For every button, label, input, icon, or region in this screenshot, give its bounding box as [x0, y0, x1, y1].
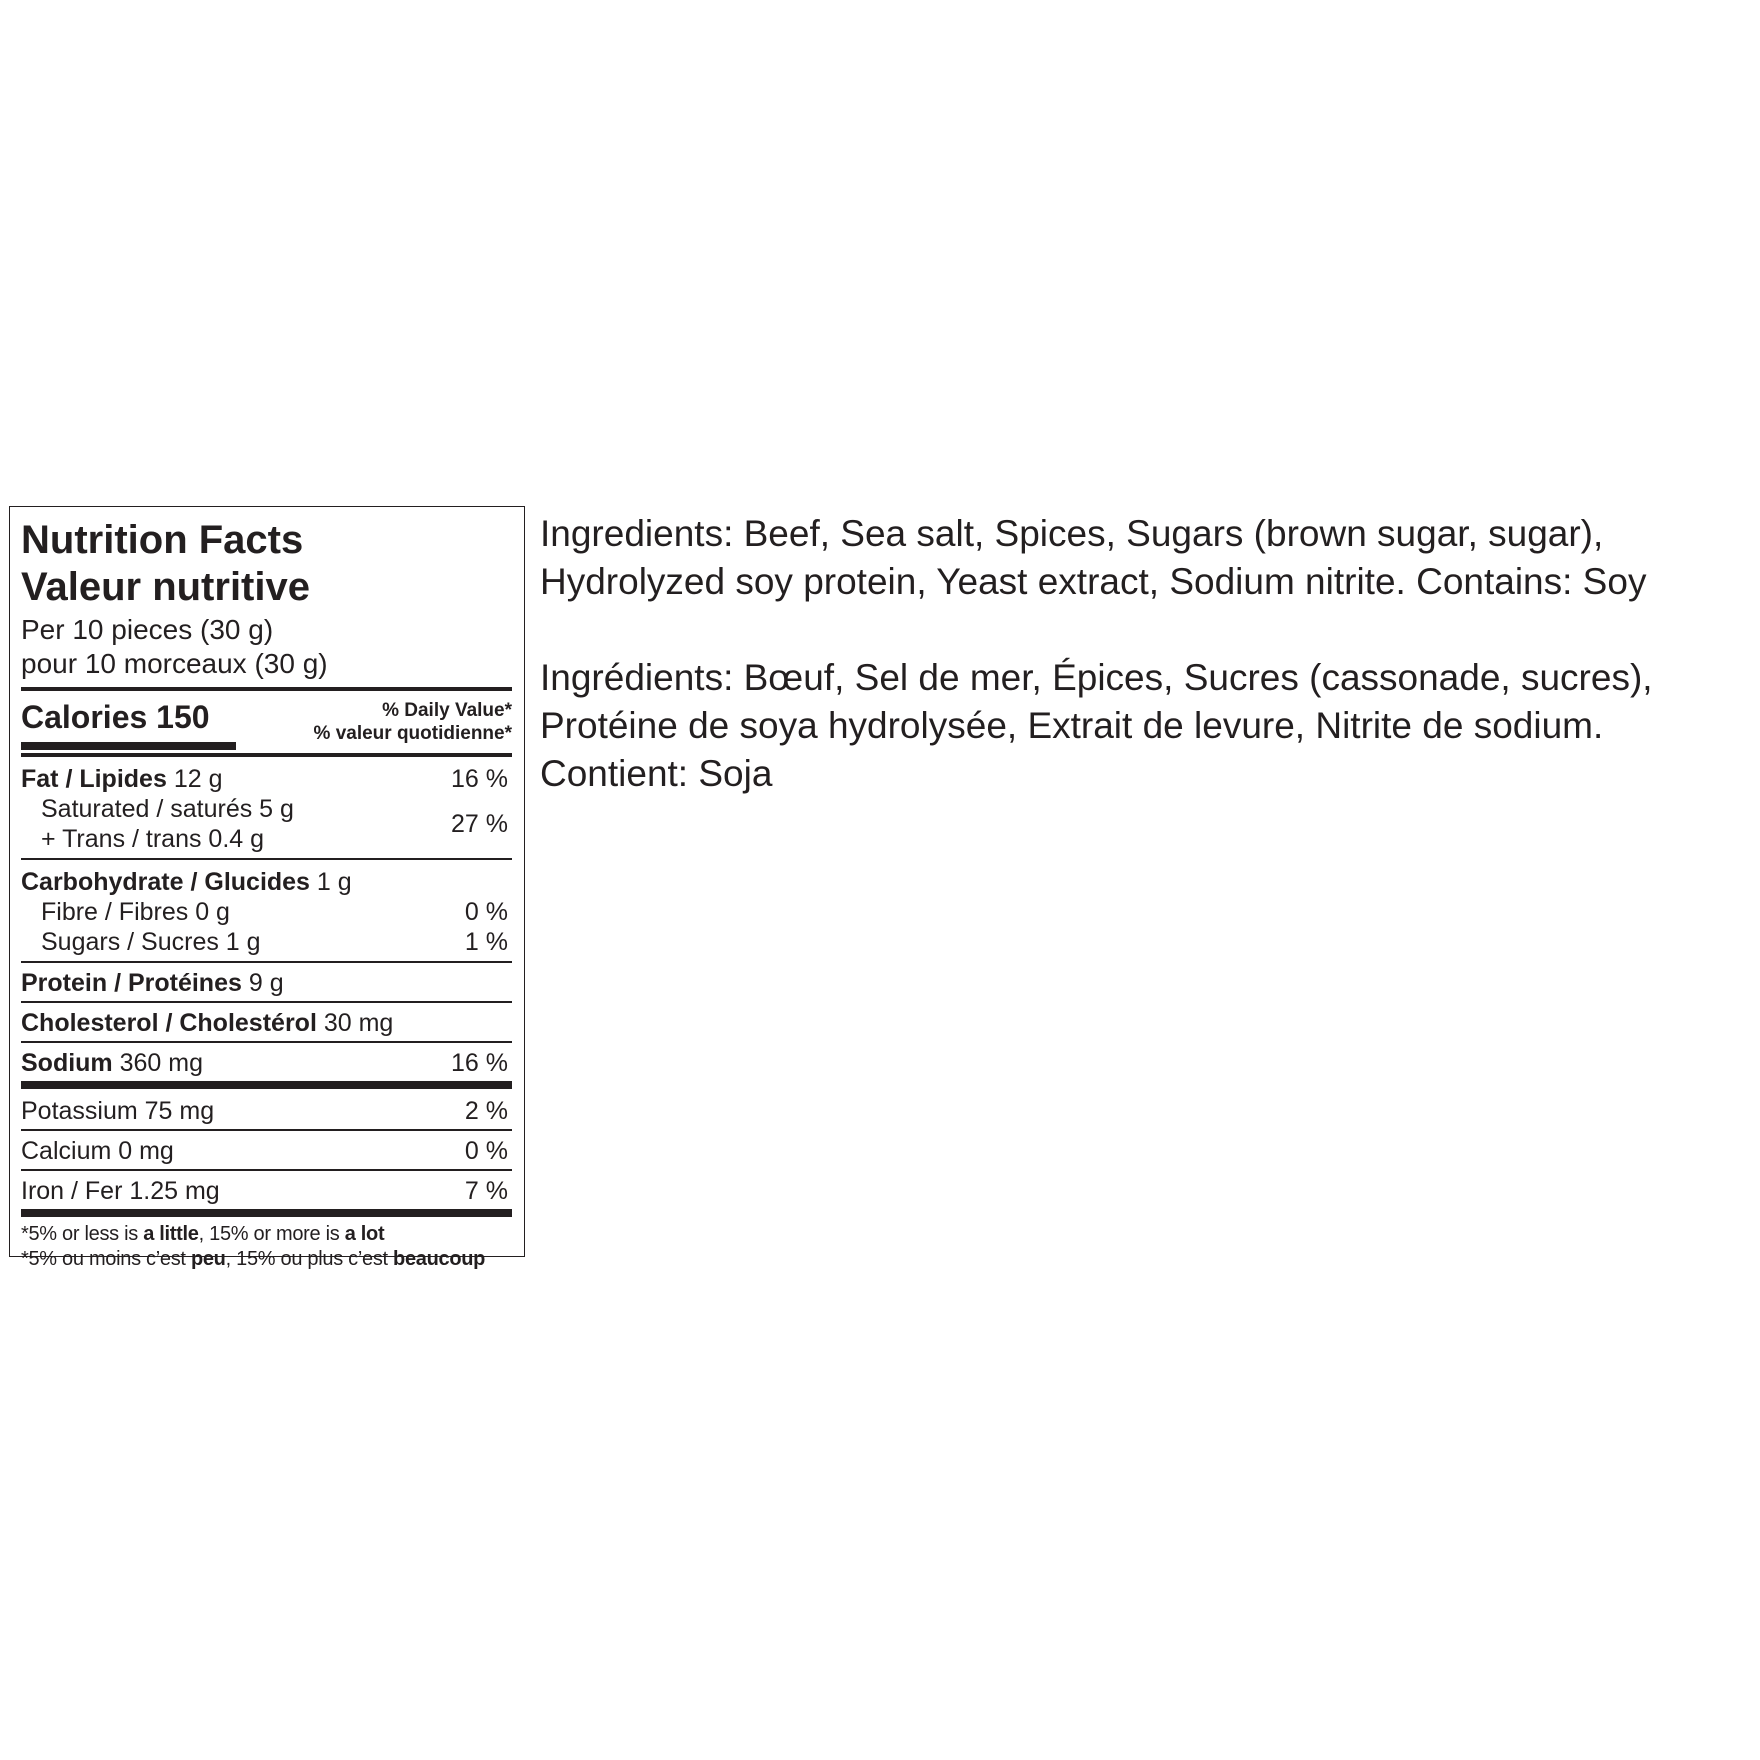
fat-row — [21, 764, 512, 794]
saturated-row — [21, 794, 512, 824]
nutrition-facts-content — [21, 517, 512, 1272]
calories-label: Calories — [21, 699, 148, 735]
fat-amount: 12 g — [173, 765, 223, 793]
fat-group — [21, 757, 512, 858]
calcium-section — [21, 1131, 512, 1169]
potassium-label: Potassium 75 mg — [21, 1097, 215, 1125]
sodium-percent: 16 % — [451, 1049, 508, 1077]
sodium-section — [21, 1043, 512, 1081]
potassium-row — [21, 1096, 512, 1126]
footnote-en — [21, 1222, 512, 1247]
divider-thick — [21, 1081, 512, 1089]
daily-value-header — [314, 699, 512, 745]
footnote-en-a: *5% or less is — [21, 1223, 144, 1245]
cholesterol-row — [21, 1008, 512, 1038]
cholesterol-amount: 30 mg — [323, 1009, 394, 1037]
fibre-label: Fibre / Fibres 0 g — [41, 898, 230, 926]
divider-thick — [21, 1209, 512, 1217]
calories-value: 150 — [156, 699, 210, 735]
calcium-row — [21, 1136, 512, 1166]
title-en: Nutrition Facts — [21, 518, 304, 562]
saturated-trans-percent: 27 % — [451, 810, 508, 838]
saturated-label: Saturated / saturés 5 g — [41, 795, 294, 823]
calories-row — [21, 691, 512, 753]
serving-size-fr: pour 10 morceaux (30 g) — [21, 648, 328, 679]
potassium-percent: 2 % — [464, 1097, 508, 1125]
serving-size-en: Per 10 pieces (30 g) — [21, 614, 274, 645]
protein-section — [21, 963, 512, 1001]
protein-row — [21, 968, 512, 998]
fibre-row — [21, 897, 512, 927]
trans-label: + Trans / trans 0.4 g — [41, 825, 265, 853]
carbohydrate-label: Carbohydrate / Glucides — [21, 868, 310, 896]
sodium-row — [21, 1048, 512, 1078]
footnote-en-c: , 15% or more is — [198, 1223, 345, 1245]
footnote-fr-c: , 15% ou plus c’est — [225, 1248, 394, 1270]
carbohydrate-amount: 1 g — [316, 868, 352, 896]
iron-percent: 7 % — [464, 1177, 508, 1205]
fibre-percent: 0 % — [464, 898, 508, 926]
calcium-percent: 0 % — [464, 1137, 508, 1165]
sugars-percent: 1 % — [464, 928, 508, 956]
ingredients-en-line-1: Ingredients: Beef, Sea salt, Spices, Sugars (brown sugar, sugar), — [540, 513, 1604, 554]
footnote-fr-b: peu — [190, 1248, 226, 1270]
sodium-amount: 360 mg — [119, 1049, 204, 1077]
fat-percent: 16 % — [451, 765, 508, 793]
cholesterol-label: Cholesterol / Cholestérol — [21, 1009, 317, 1037]
protein-amount: 9 g — [248, 969, 284, 997]
ingredients-fr-line-3: Contient: Soja — [540, 753, 773, 794]
nutrition-facts-panel — [9, 506, 525, 1270]
iron-row — [21, 1176, 512, 1206]
footnote — [21, 1217, 512, 1272]
carbohydrate-group — [21, 860, 512, 961]
daily-value-en: % Daily Value* — [382, 700, 512, 721]
protein-label: Protein / Protéines — [21, 969, 242, 997]
footnote-en-d: a lot — [344, 1223, 385, 1245]
footnote-fr — [21, 1247, 512, 1272]
footnote-fr-d: beaucoup — [393, 1248, 486, 1270]
cholesterol-section — [21, 1003, 512, 1041]
calcium-label: Calcium 0 mg — [21, 1137, 174, 1165]
potassium-section — [21, 1089, 512, 1129]
carbohydrate-row — [21, 867, 512, 897]
sodium-label: Sodium — [21, 1049, 113, 1077]
ingredients-en-line-2: Hydrolyzed soy protein, Yeast extract, Sodium nitrite. Contains: Soy — [540, 561, 1647, 602]
ingredients-fr-line-1: Ingrédients: Bœuf, Sel de mer, Épices, Sucres (cassonade, sucres), — [540, 657, 1653, 698]
sugars-row — [21, 927, 512, 957]
iron-label: Iron / Fer 1.25 mg — [21, 1177, 220, 1205]
sugars-label: Sugars / Sucres 1 g — [41, 928, 261, 956]
trans-row — [21, 824, 512, 854]
footnote-fr-a: *5% ou moins c’est — [21, 1248, 191, 1270]
iron-section — [21, 1171, 512, 1209]
footnote-en-b: a little — [143, 1223, 199, 1245]
ingredients-fr-line-2: Protéine de soya hydrolysée, Extrait de levure, Nitrite de sodium. — [540, 705, 1604, 746]
title-fr: Valeur nutritive — [21, 565, 310, 609]
calories — [21, 699, 210, 735]
calories-underline — [21, 742, 236, 750]
daily-value-fr: % valeur quotidienne* — [313, 723, 512, 744]
fat-label: Fat / Lipides — [21, 765, 167, 793]
